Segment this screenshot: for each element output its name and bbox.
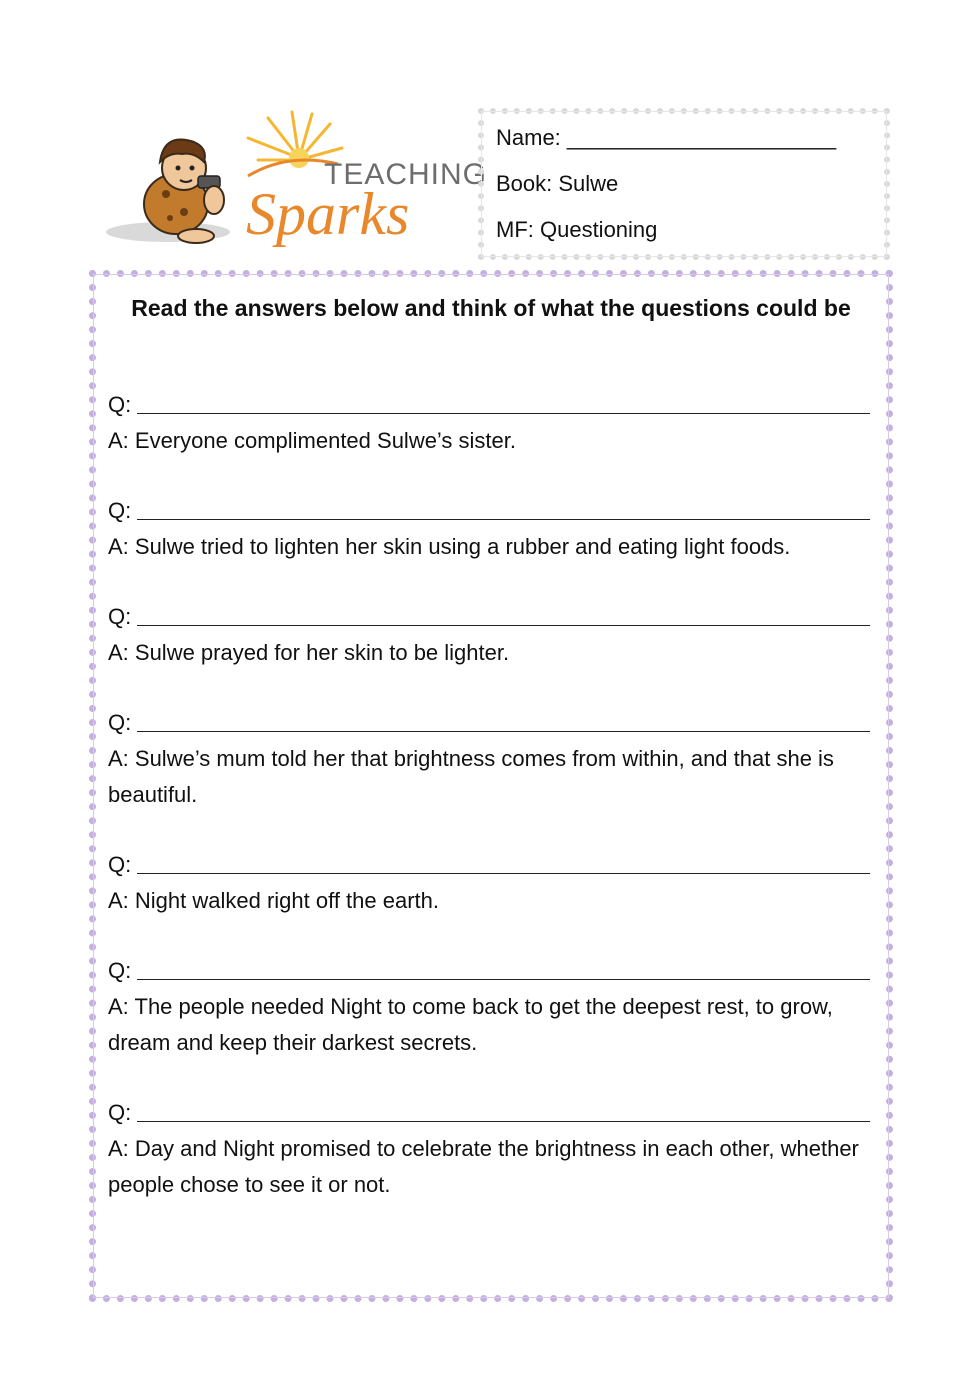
question-label: Q: [108,498,132,523]
question-line [108,705,870,741]
question-blank[interactable] [137,412,870,414]
logo-sparks-text: Sparks [246,181,410,247]
qa-item [108,953,870,1061]
question-label: Q: [108,958,132,983]
question-blank[interactable] [137,978,870,980]
question-line [108,953,870,989]
question-line [108,493,870,529]
book-title: Book: Sulwe [496,171,619,196]
question-line [108,847,870,883]
worksheet-frame [89,270,893,1302]
answer-text: A: Night walked right off the earth. [108,888,439,913]
qa-item [108,387,870,459]
question-label: Q: [108,710,132,735]
question-blank[interactable] [137,730,870,732]
qa-item [108,1095,870,1203]
question-answer-list [108,387,870,1237]
question-line [108,387,870,423]
student-info-box [478,108,890,260]
question-blank[interactable] [137,518,870,520]
question-blank[interactable] [137,1120,870,1122]
question-label: Q: [108,604,132,629]
question-blank[interactable] [137,872,870,874]
question-label: Q: [108,852,132,877]
answer-text: A: Day and Night promised to celebrate the brightness in each other, whether people chose to see it or not. [108,1136,859,1197]
qa-item [108,847,870,919]
qa-item [108,705,870,813]
question-line [108,1095,870,1131]
question-label: Q: [108,1100,132,1125]
answer-text: A: Sulwe tried to lighten her skin using a rubber and eating light foods. [108,534,791,559]
answer-text: A: Sulwe prayed for her skin to be lighter. [108,640,510,665]
logo-graphic [98,108,488,256]
mf-label: MF: Questioning [496,217,658,242]
qa-item [108,599,870,671]
logo-teaching-text: TEACHING [324,158,488,191]
qa-item [108,493,870,565]
question-blank[interactable] [137,624,870,626]
answer-text: A: The people needed Night to come back to get the deepest rest, to grow, dream and keep their darkest secrets. [108,994,833,1055]
question-line [108,599,870,635]
instructions-heading: Read the answers below and think of what the questions could be [131,295,851,321]
answer-text: A: Sulwe’s mum told her that brightness comes from within, and that she is beautiful. [108,746,834,807]
teaching-sparks-logo [98,108,488,256]
name-field[interactable]: Name: ______________________ [496,125,837,150]
answer-text: A: Everyone complimented Sulwe’s sister. [108,428,516,453]
question-label: Q: [108,392,132,417]
